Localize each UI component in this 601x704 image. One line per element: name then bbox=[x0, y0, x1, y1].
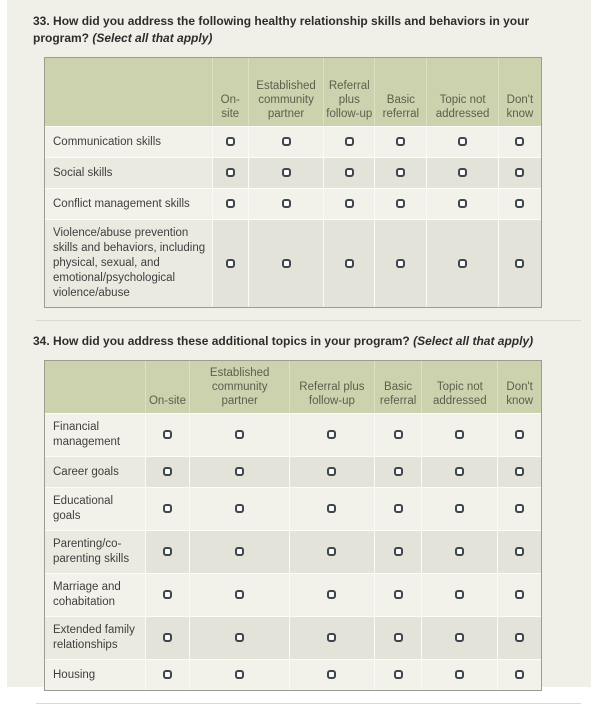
checkbox[interactable] bbox=[394, 670, 403, 679]
question-33-number: 33. bbox=[33, 14, 50, 28]
row-label: Communication skills bbox=[45, 126, 213, 157]
checkbox[interactable] bbox=[515, 430, 524, 439]
checkbox-cell bbox=[498, 659, 541, 690]
checkbox-cell bbox=[146, 573, 191, 616]
checkbox[interactable] bbox=[515, 504, 524, 513]
checkbox-cell bbox=[290, 616, 375, 659]
column-header: Basic referral bbox=[375, 58, 427, 126]
checkbox[interactable] bbox=[455, 633, 464, 642]
checkbox[interactable] bbox=[282, 137, 291, 146]
question-34-table bbox=[44, 360, 542, 691]
row-label: Marriage and cohabitation bbox=[45, 573, 146, 616]
checkbox[interactable] bbox=[226, 168, 235, 177]
checkbox-cell bbox=[498, 456, 541, 487]
column-header: On-site bbox=[213, 58, 249, 126]
checkbox-cell bbox=[290, 413, 375, 456]
checkbox[interactable] bbox=[235, 590, 244, 599]
table-row bbox=[45, 659, 541, 690]
checkbox[interactable] bbox=[455, 590, 464, 599]
checkbox[interactable] bbox=[163, 504, 172, 513]
checkbox-cell bbox=[213, 126, 249, 157]
table-row bbox=[45, 126, 541, 157]
checkbox[interactable] bbox=[163, 590, 172, 599]
checkbox-cell bbox=[213, 188, 249, 219]
checkbox-cell bbox=[499, 126, 541, 157]
checkbox[interactable] bbox=[282, 168, 291, 177]
checkbox[interactable] bbox=[235, 430, 244, 439]
checkbox-cell bbox=[213, 219, 249, 307]
column-header: On-site bbox=[146, 361, 191, 413]
section-divider bbox=[36, 320, 581, 321]
checkbox-cell bbox=[190, 456, 290, 487]
checkbox-cell bbox=[213, 157, 249, 188]
checkbox-cell bbox=[190, 573, 290, 616]
checkbox[interactable] bbox=[226, 259, 235, 268]
checkbox[interactable] bbox=[515, 199, 524, 208]
checkbox[interactable] bbox=[515, 259, 524, 268]
checkbox[interactable] bbox=[458, 259, 467, 268]
checkbox-cell bbox=[498, 616, 541, 659]
column-header: Basic referral bbox=[375, 361, 423, 413]
checkbox-cell bbox=[146, 487, 191, 530]
checkbox[interactable] bbox=[455, 670, 464, 679]
checkbox[interactable] bbox=[515, 590, 524, 599]
header-row bbox=[45, 361, 541, 413]
checkbox[interactable] bbox=[226, 199, 235, 208]
checkbox[interactable] bbox=[163, 430, 172, 439]
table-row bbox=[45, 487, 541, 530]
survey-page-background bbox=[7, 0, 591, 687]
checkbox-cell bbox=[499, 188, 541, 219]
checkbox-cell bbox=[499, 157, 541, 188]
checkbox[interactable] bbox=[394, 633, 403, 642]
question-33-body: How did you address the following healthy relationship skills and behaviors in your program? bbox=[33, 14, 530, 45]
checkbox-cell bbox=[422, 413, 498, 456]
corner-cell bbox=[45, 58, 213, 126]
checkbox[interactable] bbox=[394, 467, 403, 476]
checkbox[interactable] bbox=[327, 670, 336, 679]
checkbox[interactable] bbox=[235, 467, 244, 476]
column-header: Referral plus follow-up bbox=[324, 58, 375, 126]
table-row bbox=[45, 456, 541, 487]
checkbox-cell bbox=[375, 616, 423, 659]
checkbox[interactable] bbox=[327, 633, 336, 642]
checkbox[interactable] bbox=[515, 547, 524, 556]
checkbox[interactable] bbox=[515, 467, 524, 476]
checkbox-cell bbox=[290, 487, 375, 530]
checkbox-cell bbox=[375, 573, 423, 616]
checkbox-cell bbox=[375, 188, 427, 219]
checkbox[interactable] bbox=[455, 467, 464, 476]
checkbox[interactable] bbox=[282, 259, 291, 268]
checkbox[interactable] bbox=[282, 199, 291, 208]
checkbox[interactable] bbox=[396, 259, 405, 268]
corner-cell bbox=[45, 361, 146, 413]
checkbox-cell bbox=[190, 659, 290, 690]
checkbox[interactable] bbox=[327, 547, 336, 556]
checkbox-cell bbox=[375, 659, 423, 690]
checkbox-cell bbox=[290, 530, 375, 573]
checkbox[interactable] bbox=[345, 137, 354, 146]
checkbox[interactable] bbox=[515, 168, 524, 177]
checkbox[interactable] bbox=[394, 547, 403, 556]
row-label: Housing bbox=[45, 659, 146, 690]
checkbox[interactable] bbox=[396, 199, 405, 208]
checkbox[interactable] bbox=[163, 670, 172, 679]
checkbox-cell bbox=[427, 126, 498, 157]
checkbox[interactable] bbox=[458, 137, 467, 146]
header-row bbox=[45, 58, 541, 126]
survey-content bbox=[7, 0, 591, 704]
checkbox[interactable] bbox=[235, 504, 244, 513]
question-34-hint: (Select all that apply) bbox=[413, 334, 534, 348]
checkbox-cell bbox=[422, 573, 498, 616]
checkbox-cell bbox=[375, 219, 427, 307]
table-row bbox=[45, 219, 541, 307]
table-row bbox=[45, 530, 541, 573]
column-header: Topic not addressed bbox=[427, 58, 498, 126]
checkbox[interactable] bbox=[235, 547, 244, 556]
question-34-text bbox=[33, 333, 585, 350]
column-header: Referral plus follow-up bbox=[290, 361, 375, 413]
checkbox-cell bbox=[146, 413, 191, 456]
checkbox[interactable] bbox=[327, 590, 336, 599]
checkbox-cell bbox=[375, 157, 427, 188]
checkbox-cell bbox=[498, 487, 541, 530]
checkbox-cell bbox=[422, 487, 498, 530]
checkbox-cell bbox=[324, 126, 375, 157]
checkbox[interactable] bbox=[394, 504, 403, 513]
checkbox[interactable] bbox=[327, 430, 336, 439]
checkbox-cell bbox=[290, 573, 375, 616]
checkbox[interactable] bbox=[396, 137, 405, 146]
row-label: Conflict management skills bbox=[45, 188, 213, 219]
checkbox[interactable] bbox=[394, 590, 403, 599]
question-34-body: How did you address these additional topics in your program? bbox=[53, 334, 410, 348]
row-label: Extended family relationships bbox=[45, 616, 146, 659]
checkbox-cell bbox=[190, 413, 290, 456]
checkbox[interactable] bbox=[163, 547, 172, 556]
column-header: Don't know bbox=[499, 58, 541, 126]
checkbox-cell bbox=[290, 659, 375, 690]
column-header: Established community partner bbox=[190, 361, 290, 413]
checkbox-cell bbox=[499, 219, 541, 307]
checkbox-cell bbox=[427, 157, 498, 188]
checkbox-cell bbox=[290, 456, 375, 487]
table-row bbox=[45, 616, 541, 659]
checkbox[interactable] bbox=[327, 467, 336, 476]
column-header: Topic not addressed bbox=[422, 361, 498, 413]
checkbox-cell bbox=[427, 219, 498, 307]
checkbox[interactable] bbox=[455, 504, 464, 513]
checkbox-cell bbox=[190, 487, 290, 530]
checkbox-cell bbox=[498, 530, 541, 573]
checkbox-cell bbox=[249, 219, 324, 307]
row-label: Violence/abuse prevention skills and behaviors, including physical, sexual, and emotional/psychological violence/abuse bbox=[45, 219, 213, 307]
checkbox[interactable] bbox=[345, 259, 354, 268]
table-row bbox=[45, 188, 541, 219]
checkbox-cell bbox=[375, 530, 423, 573]
checkbox-cell bbox=[146, 659, 191, 690]
checkbox-cell bbox=[498, 573, 541, 616]
checkbox-cell bbox=[422, 616, 498, 659]
checkbox[interactable] bbox=[458, 168, 467, 177]
checkbox[interactable] bbox=[235, 633, 244, 642]
row-label: Career goals bbox=[45, 456, 146, 487]
checkbox-cell bbox=[422, 530, 498, 573]
checkbox-cell bbox=[190, 616, 290, 659]
checkbox-cell bbox=[146, 456, 191, 487]
question-33-hint: (Select all that apply) bbox=[92, 31, 213, 45]
checkbox[interactable] bbox=[394, 430, 403, 439]
checkbox[interactable] bbox=[226, 137, 235, 146]
checkbox-cell bbox=[422, 456, 498, 487]
checkbox[interactable] bbox=[515, 633, 524, 642]
checkbox-cell bbox=[146, 530, 191, 573]
checkbox-cell bbox=[375, 456, 423, 487]
checkbox[interactable] bbox=[235, 670, 244, 679]
table-row bbox=[45, 413, 541, 456]
checkbox[interactable] bbox=[163, 467, 172, 476]
row-label: Social skills bbox=[45, 157, 213, 188]
question-33-table bbox=[44, 57, 542, 308]
checkbox[interactable] bbox=[458, 199, 467, 208]
checkbox-cell bbox=[249, 126, 324, 157]
checkbox-cell bbox=[249, 188, 324, 219]
table-row bbox=[45, 573, 541, 616]
checkbox-cell bbox=[190, 530, 290, 573]
checkbox-cell bbox=[324, 157, 375, 188]
checkbox-cell bbox=[324, 188, 375, 219]
checkbox-cell bbox=[375, 126, 427, 157]
checkbox[interactable] bbox=[455, 547, 464, 556]
row-label: Financial management bbox=[45, 413, 146, 456]
question-33-table-container bbox=[33, 57, 591, 308]
checkbox[interactable] bbox=[515, 670, 524, 679]
checkbox-cell bbox=[375, 487, 423, 530]
question-34-number: 34. bbox=[33, 334, 50, 348]
checkbox-cell bbox=[422, 659, 498, 690]
checkbox-cell bbox=[498, 413, 541, 456]
table-row bbox=[45, 157, 541, 188]
row-label: Educational goals bbox=[45, 487, 146, 530]
column-header: Established community partner bbox=[249, 58, 324, 126]
checkbox-cell bbox=[427, 188, 498, 219]
checkbox-cell bbox=[146, 616, 191, 659]
checkbox[interactable] bbox=[455, 430, 464, 439]
checkbox[interactable] bbox=[345, 168, 354, 177]
checkbox[interactable] bbox=[515, 137, 524, 146]
row-label: Parenting/co-parenting skills bbox=[45, 530, 146, 573]
checkbox[interactable] bbox=[345, 199, 354, 208]
checkbox[interactable] bbox=[327, 504, 336, 513]
checkbox-cell bbox=[375, 413, 423, 456]
checkbox[interactable] bbox=[396, 168, 405, 177]
checkbox[interactable] bbox=[163, 633, 172, 642]
checkbox-cell bbox=[324, 219, 375, 307]
checkbox-cell bbox=[249, 157, 324, 188]
column-header: Don't know bbox=[498, 361, 541, 413]
question-34-table-container bbox=[33, 360, 591, 691]
question-33-text bbox=[33, 13, 585, 47]
